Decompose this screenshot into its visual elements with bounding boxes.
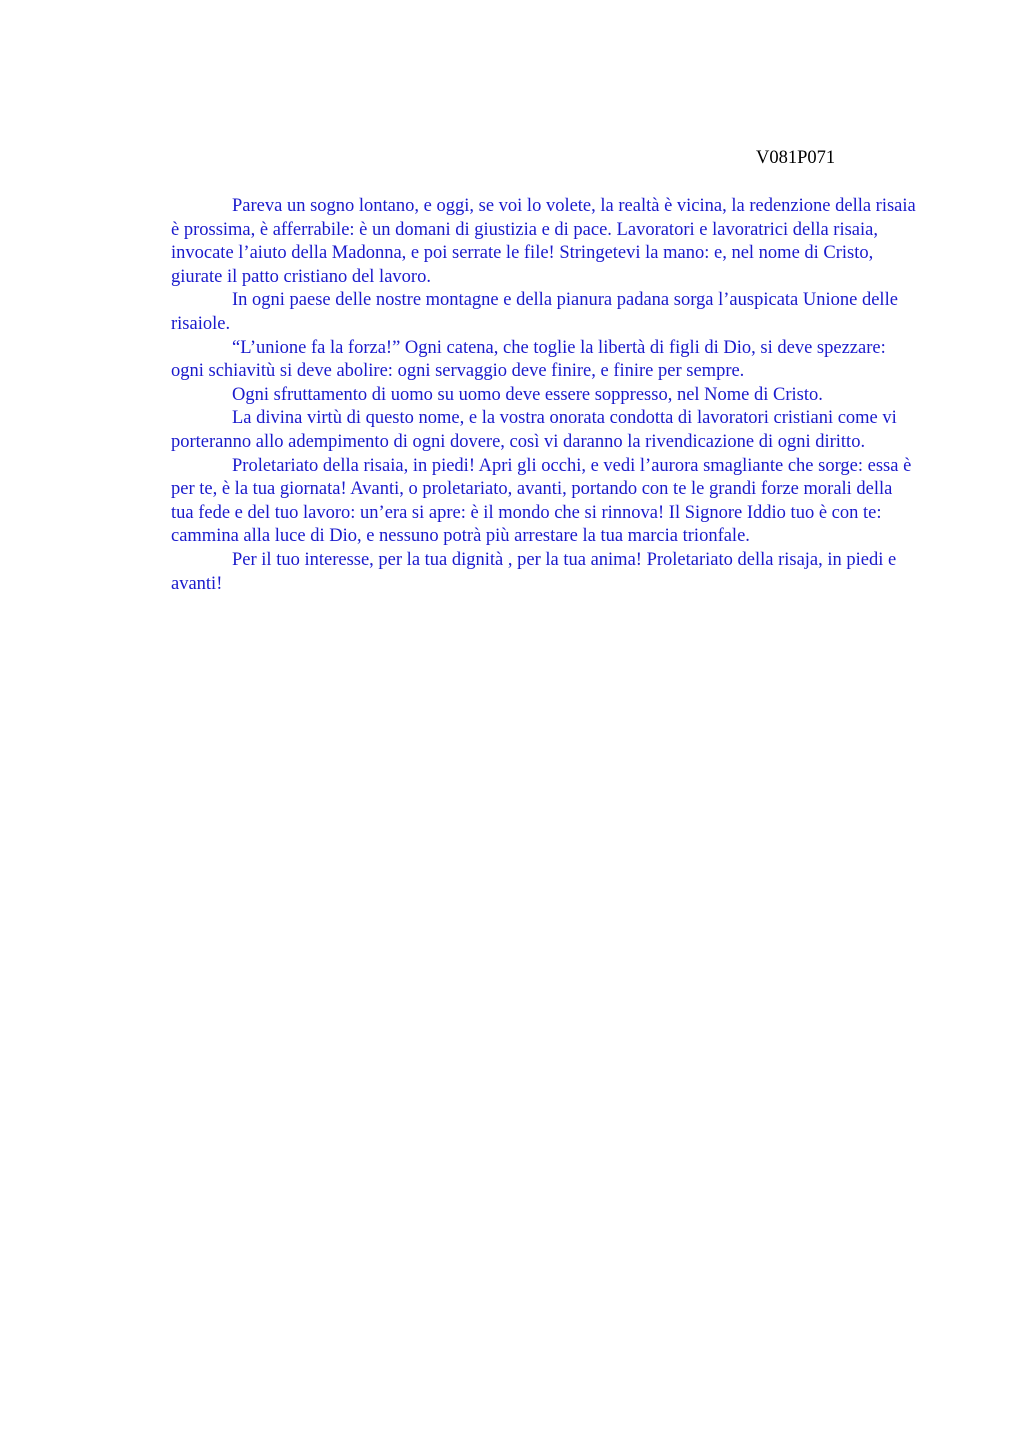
paragraph-4: Ogni sfruttamento di uomo su uomo deve essere soppresso, nel Nome di Cristo.	[232, 384, 823, 405]
document-body	[171, 195, 916, 596]
paragraph-3: “L’unione fa la forza!” Ogni catena, che toglie la libertà di figli di Dio, si deve spezzare: ogni schiavitù si deve abolire: ogni servaggio deve finire, e finire per sempre.	[171, 337, 886, 382]
paragraph-1: Pareva un sogno lontano, e oggi, se voi lo volete, la realtà è vicina, la redenzione della risaia è prossima, è afferrabile: è un domani di giustizia e di pace. Lavoratori e lavoratrici della risaia, invocate l’aiuto della Madonna, e poi serrate le file! Stringetevi la mano: e, nel nome di Cristo, giurate il patto cristiano del lavoro.	[171, 196, 916, 287]
paragraph-6: Proletariato della risaia, in piedi! Apri gli occhi, e vedi l’aurora smagliante che sorge: essa è per te, è la tua giornata! Avanti, o proletariato, avanti, portando con te le grandi forze morali della tua fede e del tuo lavoro: un’era si apre: è il mondo che si rinnova! Il Signore Iddio tuo è con te: cammina alla luce di Dio, e nessuno potrà più arrestare la tua marcia trionfale.	[171, 455, 912, 547]
document-id-code: V081P071	[756, 148, 836, 168]
paragraph-2: In ogni paese delle nostre montagne e della pianura padana sorga l’auspicata Unione delle risaiole.	[171, 290, 898, 334]
paragraph-5: La divina virtù di questo nome, e la vostra onorata condotta di lavoratori cristiani come vi porteranno allo adempimento di ogni dovere, così vi daranno la rivendicazione di ogni diritto.	[171, 408, 897, 452]
paragraph-7: Per il tuo interesse, per la tua dignità , per la tua anima! Proletariato della risaja, in piedi e avanti!	[171, 549, 897, 594]
